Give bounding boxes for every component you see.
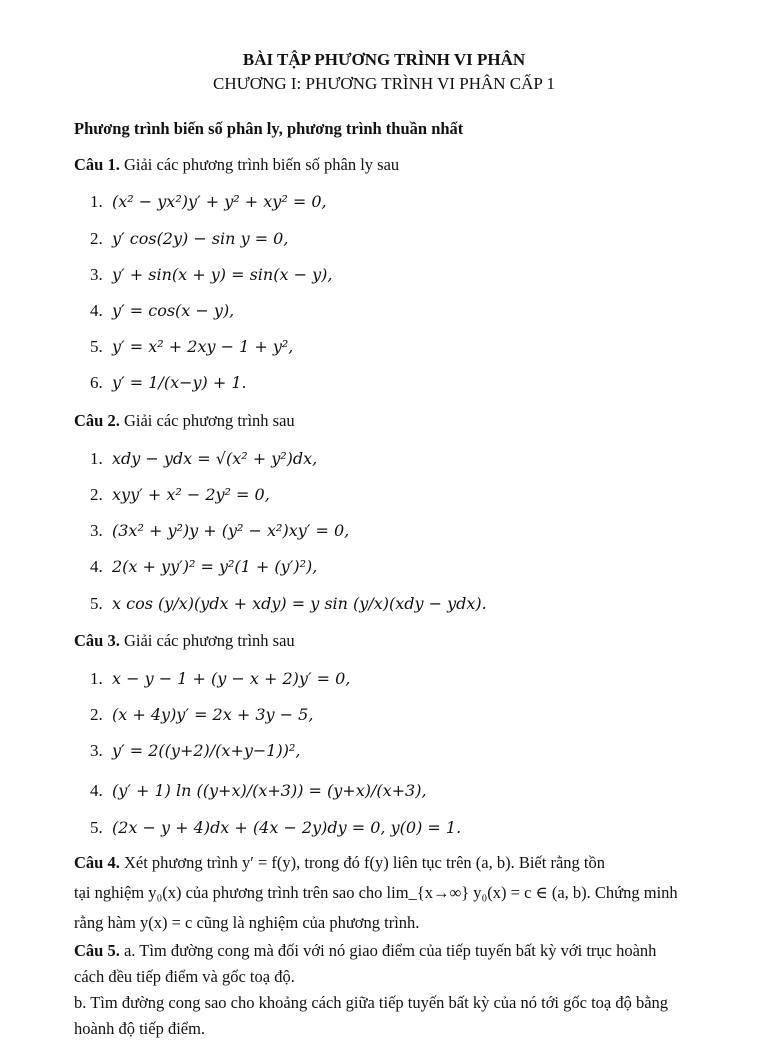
equation: y′ = x² + 2xy − 1 + y², <box>112 337 294 356</box>
equation: (y′ + 1) ln ((y+x)/(x+3)) = (y+x)/(x+3), <box>112 781 427 800</box>
question-3-header <box>74 630 742 652</box>
equation: (3x² + y²)y + (y² − x²)xy′ = 0, <box>112 521 350 540</box>
question-5-line-2: cách đều tiếp điểm và gốc toạ độ. <box>74 967 295 986</box>
question-2-header <box>74 410 742 432</box>
q2-item-4: 4. 2(x + yy′)² = y²(1 + (y′)²), <box>90 557 318 576</box>
question-2-text: Giải các phương trình sau <box>123 411 295 430</box>
question-5-line-1: Câu 5. a. Tìm đường cong mà đối với nó giao điểm của tiếp tuyến bất kỳ với trục hoành <box>74 941 657 960</box>
question-2-label: Câu 2. <box>74 411 120 430</box>
question-4-line-3: rằng hàm y(x) = c cũng là nghiệm của phương trình. <box>74 913 420 932</box>
question-1-label: Câu 1. <box>74 155 120 174</box>
question-1-header <box>74 154 742 176</box>
question-4-label: Câu 4. <box>74 853 120 872</box>
document-title: BÀI TẬP PHƯƠNG TRÌNH VI PHÂN <box>242 50 526 69</box>
q3-item-4: 4. (y′ + 1) ln ((y+x)/(x+3)) = (y+x)/(x+3), <box>90 781 427 800</box>
q1-item-2: 2. y′ cos(2y) − sin y = 0, <box>90 229 289 248</box>
q1-item-4: 4. y′ = cos(x − y), <box>90 301 235 320</box>
equation: x − y − 1 + (y − x + 2)y′ = 0, <box>112 669 351 688</box>
equation: x cos (y/x)(ydx + xdy) = y sin (y/x)(xdy − ydx). <box>112 594 487 613</box>
question-5-line-3: b. Tìm đường cong sao cho khoảng cách giữa tiếp tuyến bất kỳ của nó tới gốc toạ độ bằng <box>74 993 669 1012</box>
question-4-line-1: Câu 4. Xét phương trình y′ = f(y), trong đó f(y) liên tục trên (a, b). Biết rằng tồn <box>74 853 605 872</box>
equation: xdy − ydx = √(x² + y²)dx, <box>112 449 318 468</box>
question-3-label: Câu 3. <box>74 631 120 650</box>
q3-item-1: 1. x − y − 1 + (y − x + 2)y′ = 0, <box>90 669 351 688</box>
question-5 <box>74 938 742 1042</box>
question-3-text: Giải các phương trình sau <box>123 631 295 650</box>
q1-item-6: 6. y′ = 1/(x−y) + 1. <box>90 373 247 392</box>
q2-item-5: 5. x cos (y/x)(ydx + xdy) = y sin (y/x)(xdy − ydx). <box>90 594 487 613</box>
question-1-text: Giải các phương trình biến số phân ly sau <box>123 155 400 174</box>
equation: (x + 4y)y′ = 2x + 3y − 5, <box>112 705 314 724</box>
section-heading: Phương trình biến số phân ly, phương trình thuần nhất <box>74 119 464 138</box>
equation: y′ = cos(x − y), <box>112 301 235 320</box>
q1-item-3: 3. y′ + sin(x + y) = sin(x − y), <box>90 265 333 284</box>
equation: y′ + sin(x + y) = sin(x − y), <box>112 265 333 284</box>
equation: y′ = 1/(x−y) + 1. <box>112 373 247 392</box>
equation: (x² − yx²)y′ + y² + xy² = 0, <box>112 192 327 211</box>
chapter-title: CHƯƠNG I: PHƯƠNG TRÌNH VI PHÂN CẤP 1 <box>212 74 555 93</box>
equation: (2x − y + 4)dx + (4x − 2y)dy = 0, y(0) = 1. <box>112 818 462 837</box>
q1-item-1: 1. (x² − yx²)y′ + y² + xy² = 0, <box>90 192 327 211</box>
question-5-label: Câu 5. <box>74 941 120 960</box>
question-5-line-4: hoành độ tiếp điểm. <box>74 1019 206 1038</box>
q3-item-2: 2. (x + 4y)y′ = 2x + 3y − 5, <box>90 705 314 724</box>
question-4 <box>74 848 742 938</box>
q3-item-3: 3. y′ = 2((y+2)/(x+y−1))², <box>90 741 301 760</box>
q1-item-5: 5. y′ = x² + 2xy − 1 + y², <box>90 337 294 356</box>
equation: y′ = 2((y+2)/(x+y−1))², <box>112 741 301 760</box>
q2-item-3: 3. (3x² + y²)y + (y² − x²)xy′ = 0, <box>90 521 350 540</box>
equation: 2(x + yy′)² = y²(1 + (y′)²), <box>112 557 318 576</box>
question-4-line-2: tại nghiệm y₀(x) của phương trình trên sao cho lim_{x→∞} y₀(x) = c ∈ (a, b). Chứng minh <box>74 883 678 902</box>
q2-item-1: 1. xdy − ydx = √(x² + y²)dx, <box>90 449 318 468</box>
q3-item-5: 5. (2x − y + 4)dx + (4x − 2y)dy = 0, y(0) = 1. <box>90 818 462 837</box>
q2-item-2: 2. xyy′ + x² − 2y² = 0, <box>90 485 270 504</box>
equation: y′ cos(2y) − sin y = 0, <box>112 229 289 248</box>
equation: xyy′ + x² − 2y² = 0, <box>112 485 270 504</box>
